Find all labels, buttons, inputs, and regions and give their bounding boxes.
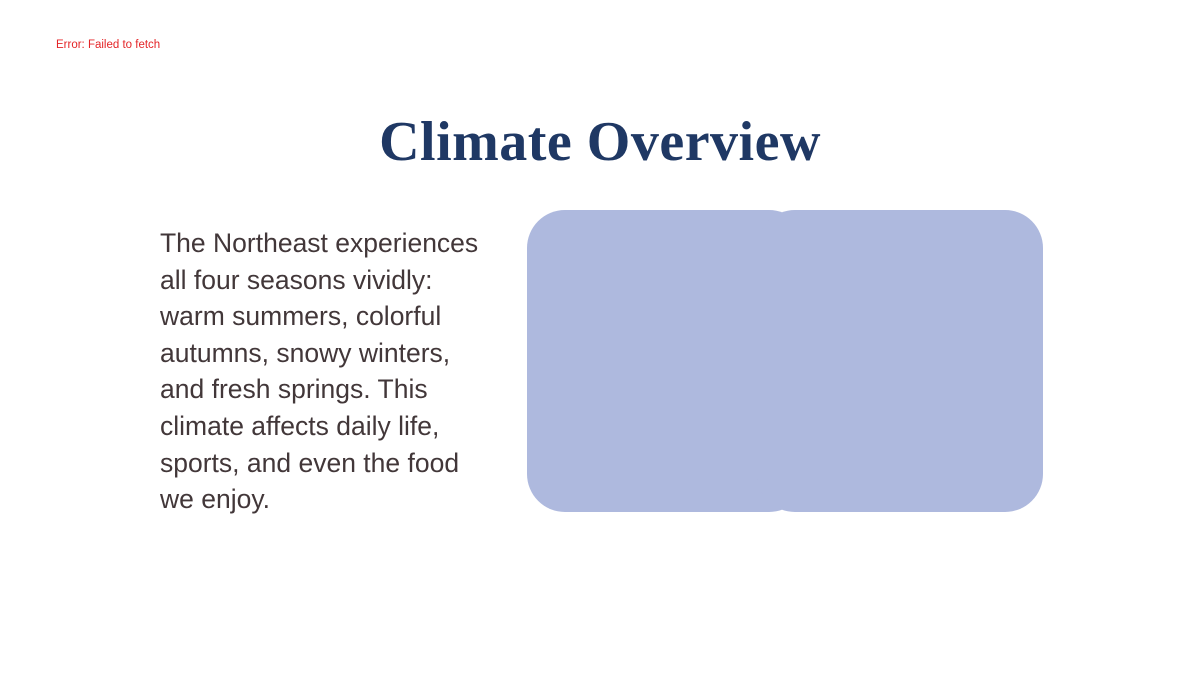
image-placeholder-right-block: [757, 210, 1043, 512]
slide-body-text: [160, 225, 478, 518]
image-placeholder: [527, 210, 1043, 512]
body-line: all four seasons vividly:: [160, 264, 433, 295]
error-message: Error: Failed to fetch: [56, 39, 161, 51]
body-line: autumns, snowy winters,: [160, 337, 451, 368]
body-line: The Northeast experiences: [160, 228, 479, 258]
body-line: climate affects daily life,: [160, 410, 440, 441]
slide-title: Climate Overview: [379, 111, 821, 173]
body-line: sports, and even the food: [160, 447, 460, 478]
body-line: warm summers, colorful: [160, 301, 442, 332]
body-line: and fresh springs. This: [160, 374, 428, 405]
body-line: we enjoy.: [160, 484, 270, 515]
